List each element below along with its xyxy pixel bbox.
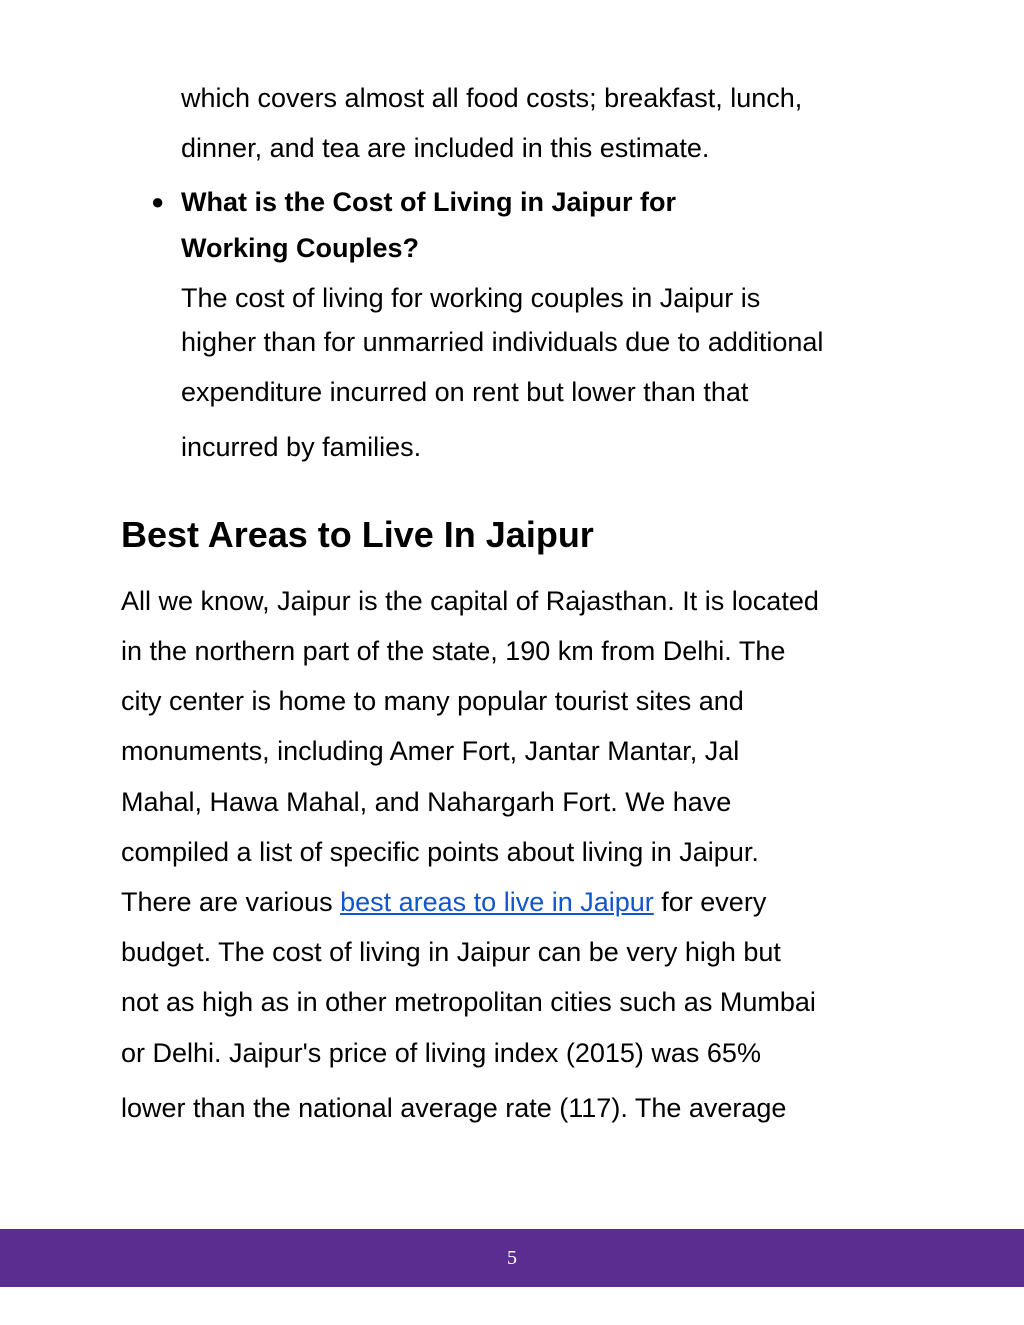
bullet-heading: Working Couples? [181, 233, 420, 263]
paragraph-line: which covers almost all food costs; breakfast, lunch, [181, 83, 803, 113]
paragraph-line: in the northern part of the state, 190 km from Delhi. The [121, 636, 786, 666]
paragraph-line: All we know, Jaipur is the capital of Rajasthan. It is located [121, 586, 819, 616]
link-prefix-text: There are various [121, 887, 341, 917]
paragraph-line-with-link [121, 886, 766, 918]
paragraph-line: Mahal, Hawa Mahal, and Nahargarh Fort. We have [121, 787, 732, 817]
paragraph-line: dinner, and tea are included in this estimate. [181, 133, 710, 163]
footer-bar [0, 1229, 1024, 1287]
paragraph-line: monuments, including Amer Fort, Jantar Mantar, Jal [121, 736, 740, 766]
bullet-body-line: The cost of living for working couples in Jaipur is [181, 283, 761, 313]
bullet-body-line: higher than for unmarried individuals due to additional [181, 327, 824, 357]
paragraph-line: compiled a list of specific points about living in Jaipur. [121, 837, 759, 867]
bullet-body-line: expenditure incurred on rent but lower than that [181, 377, 749, 407]
paragraph-line: city center is home to many popular tourist sites and [121, 686, 744, 716]
paragraph-line: lower than the national average rate (117). The average [121, 1093, 787, 1123]
paragraph-line: not as high as in other metropolitan cities such as Mumbai [121, 987, 816, 1017]
paragraph-line: or Delhi. Jaipur's price of living index (2015) was 65% [121, 1038, 761, 1068]
best-areas-link[interactable]: best areas to live in Jaipur [340, 887, 654, 917]
link-suffix-text: for every [653, 887, 767, 917]
page-number: 5 [507, 1247, 517, 1269]
bullet-body-line: incurred by families. [181, 432, 422, 462]
bullet-icon: ● [151, 189, 165, 214]
bullet-heading: What is the Cost of Living in Jaipur for [181, 187, 677, 217]
paragraph-line: budget. The cost of living in Jaipur can be very high but [121, 937, 781, 967]
section-heading: Best Areas to Live In Jaipur [121, 514, 594, 555]
